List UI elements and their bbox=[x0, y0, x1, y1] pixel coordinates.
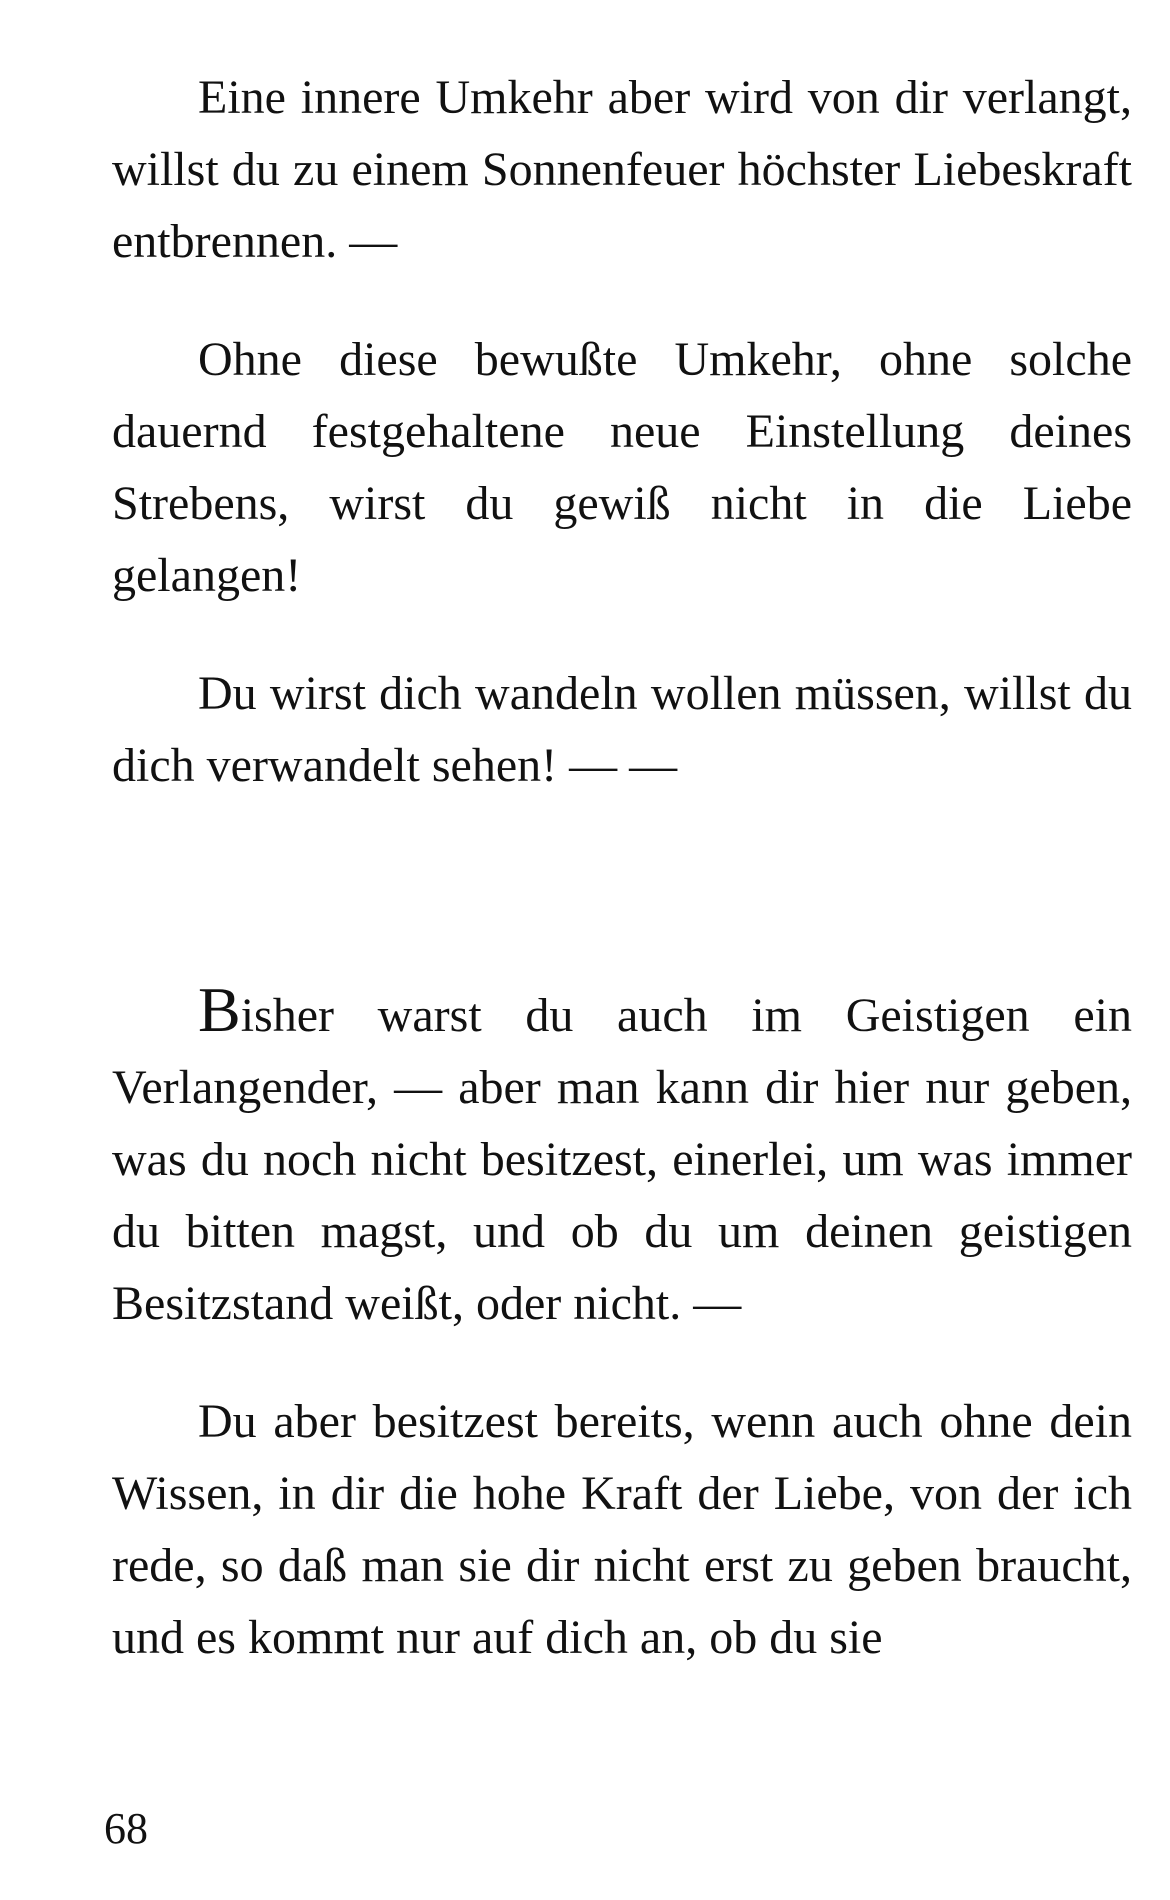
paragraph-4 bbox=[112, 974, 1132, 1340]
initial-letter: B bbox=[198, 974, 241, 1045]
paragraph-1: Eine innere Umkehr aber wird von dir verlangt, willst du zu einem Sonnenfeuer höchster Liebeskraft entbrennen. — bbox=[112, 71, 1132, 268]
paragraph-4-text: isher warst du auch im Geistigen ein Verlangender, — aber man kann dir hier nur geben, was du noch nicht besitzest, einerlei, um was immer du bitten magst, und ob du um deinen geistigen Besitzstand weißt, oder nicht. — bbox=[112, 989, 1132, 1330]
paragraph-5: Du aber besitzest bereits, wenn auch ohne dein Wissen, in dir die hohe Kraft der Liebe, von der ich rede, so daß man sie dir nicht erst zu geben braucht, und es kommt nur auf dich an, ob du sie bbox=[112, 1395, 1132, 1664]
paragraph-3: Du wirst dich wandeln wollen müssen, willst du dich verwandelt sehen! — — bbox=[112, 667, 1132, 792]
book-page bbox=[112, 62, 1132, 1674]
page-number: 68 bbox=[104, 1804, 148, 1853]
paragraph-2: Ohne diese bewußte Umkehr, ohne solche dauernd festgehaltene neue Einstellung deines Strebens, wirst du gewiß nicht in die Liebe gelangen! bbox=[112, 333, 1132, 602]
